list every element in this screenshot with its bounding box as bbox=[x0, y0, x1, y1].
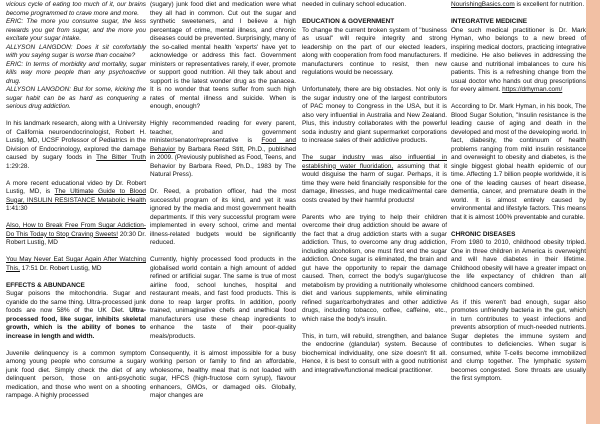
accent-band bbox=[586, 0, 600, 424]
paragraph: Unfortunately, there are big obstacles. Not only is the sugar industry one of the largest contributors of PAC money to Congress in the USA, but it is also very influential in Australia and New Zealand. Plus, this industry collaborates with the powerful soda industry and giant supermarket corporations to increase sales of their addictive products. bbox=[302, 86, 447, 144]
never-eat-sugar-link[interactable]: You May Never Eat Sugar Again After Watching This, bbox=[6, 256, 146, 272]
nourishing-basics-link[interactable]: NourishingBasics.com bbox=[451, 1, 515, 8]
break-free-link[interactable]: Also, How to Break Free From Sugar Addiction-Do This Today to Stop Craving Sweets! bbox=[6, 222, 146, 238]
paragraph: needed in culinary school education. bbox=[302, 1, 407, 8]
paragraph bbox=[6, 222, 146, 248]
bitter-truth-link[interactable]: The Bitter Truth bbox=[96, 154, 146, 161]
text: 1:41:30 bbox=[6, 205, 28, 212]
section-heading: CHRONIC DISEASES bbox=[451, 230, 516, 238]
interview-quote: vicious cycle of eating too much of it, our brains become programmed to crave more and more. bbox=[6, 1, 146, 17]
text: assuming that it would disguise the harm of sugar. Perhaps, it is time they were held financially responsible for the damage, illnesses, and huge medical/mental care costs created by their harmful products! bbox=[302, 162, 448, 204]
interview-quote: ALLYSON LANGDON: Does it sit comfortably with you saying sugar is worse than cocaine? bbox=[6, 43, 146, 59]
paragraph: From 1980 to 2010, childhood obesity tripled. One in three children in America is overweight and will have diabetes in their lifetime. Childhood obesity will have a greater impact on the life expectancy of children than all childhood cancers combined. bbox=[451, 239, 586, 289]
column-4 bbox=[451, 1, 586, 384]
interview-quote: ALLYSON LANGDON: But for some, kicking the sugar habit can be as hard as conquering a serious drug addiction. bbox=[6, 86, 146, 110]
column-1 bbox=[6, 1, 146, 401]
text: One such medical practitioner is Dr. Mark Hyman, who belongs to a new breed of inspiring medical doctors, practicing integrative medicine. He also believes in addressing the cause and nutritional imbalances to cure his patients. This is a refreshing change from the usual doctor who hands out drug prescriptions for every ailment. bbox=[451, 26, 586, 93]
text: by Barbara Reed Stitt, Ph.D., published in 2009. (Previously published as Food, Teens, and Behavior by Barbara Reed, Ph.D., 1983 by The Natural Press). bbox=[150, 145, 296, 178]
text: In his landmark research, along with a University of California neuroendocrinologist, Robert H. Lustig, MD, UCSF Professor of Pediatrics in the Division of Endocrinology, explored the damage caused by sugary foods in bbox=[6, 120, 146, 161]
paragraph bbox=[6, 256, 146, 273]
paragraph: (sugary) junk food diet and medication were what they all had in common. Cut out the sugar and synthetic sweeteners, and I believe a high percentage of crime, mental illness, and chronic diseases could be prevented. Surprisingly, many of the so-called mental health 'experts' have yet to acknowledge or address this fact. Government ministers or representatives rarely, if ever, promote or support good nutrition. All they talk about and support is the latest wonder drug as the panacea. It is no wonder that teens suffer from such high rates of mental illness and suicide. When is enough, enough? bbox=[150, 1, 296, 110]
interview-quote: ERIC: The more you consume sugar, the less rewards you get from sugar, and the more you excitate your sugar intake. bbox=[6, 18, 146, 42]
paragraph: Parents who are trying to help their children overcome their drug addiction should be aware of the fact that a drug addiction starts with a sugar addiction. Thus, to overcome any drug addiction, including alcoholism, one must first end the sugar addiction. Once sugar is eliminated, the brain and gut have the opportunity to repair the damage caused. Then, correct the body's sugar/glucose metabolism by providing a nutritionally wholesome diet and various supplements, while eliminating refined sugar/carbohydrates and other addictive drugs, including tobacco, coffee, caffeine, etc., which raise the body's insulin. bbox=[302, 213, 447, 323]
text: Highly recommended reading for every parent, teacher, and government minister/senator/representative is bbox=[150, 120, 296, 144]
text: is excellent for nutrition. bbox=[514, 1, 585, 8]
food-and-behavior-link[interactable]: Food and Behavior bbox=[150, 137, 297, 153]
paragraph: Currently, highly processed food products in the globalised world contain a high amount of added refined or artificial sugar. The same is true of most airline food, school lunches, hospital and restaurant meals, and fast food products. This is done to reap larger profits. In addition, poorly trained, unimaginative chefs and unethical food manufacturers use these cheap ingredients to enhance the taste of their poor-quality meals/products. bbox=[150, 256, 296, 340]
text: A more recent educational video by Dr. Robert Lustig, MD, is bbox=[6, 179, 146, 195]
paragraph: Consequently, it is almost impossible for a busy working person or family to find an affordable, wholesome, healthy meal that is not loaded with sugar, HFCS (high-fructose corn syrup), flavour enhancers, GMOs, or damaged oils. Globally, major changes are bbox=[150, 349, 296, 399]
paragraph: As if this weren't bad enough, sugar also promotes unfriendly bacteria in the gut, which in turn contributes to yeast infections and prevents absorption of much-needed nutrients. Sugar depletes the immune system and contributes to deficiencies. When sugar is consumed, white T-cells become immobilized and clump together. The lymphatic system becomes congested. Sore throats are usually the first symptom. bbox=[451, 298, 586, 382]
text: Sugar poisons the mitochondria. Sugar and cyanide do the same thing. Ultra-processed junk foods are now 58% of the UK Diet. bbox=[6, 290, 146, 314]
paragraph: To change the current broken system of "business as usual" will require integrity and strong leadership on the part of our elected leaders, along with cooperation from food manufacturers. If manufacturers continue to resist, then new regulations would be necessary. bbox=[302, 26, 447, 76]
text: 1:29:28. bbox=[6, 162, 30, 170]
drhyman-link[interactable]: https://drhyman.com/ bbox=[502, 86, 563, 93]
paragraph: According to Dr. Mark Hyman, in his book, The Blood Sugar Solution, "Insulin resistance is the leading cause of aging and death in the developed and most of the developing world. In fact, diabesity, the continuum of health problems ranging from mild insulin resistance and overweight to obesity and diabetes, is the single biggest global health epidemic of our time. Affecting 1.7 billion people worldwide, it is one of the leading causes of heart disease, dementia, cancer, and premature death in the world. It is almost entirely caused by environmental and lifestyle factors. This means that it is almost 100% preventable and curable. bbox=[451, 103, 586, 221]
column-3 bbox=[302, 1, 447, 375]
section-heading: EFFECTS & ABUNDANCE bbox=[6, 281, 85, 289]
paragraph bbox=[302, 154, 447, 205]
section-heading: INTEGRATIVE MEDICINE bbox=[451, 18, 528, 25]
ultimate-guide-link[interactable]: The Ultimate Guide to Blood Sugar, INSULIN RESISTANCE Metabolic Health bbox=[6, 188, 146, 204]
text: 17:51 Dr. Robert Lustig, MD bbox=[19, 264, 102, 272]
section-heading: EDUCATION & GOVERNMENT bbox=[302, 18, 395, 25]
paragraph: This, in turn, will rebuild, strengthen, and balance the endocrine (glandular) system. Because of biochemical individuality, one size doesn't fit all. Hence, it is best to consult with a good nutritionist and integrative/functional medical practitioner. bbox=[302, 332, 447, 374]
paragraph: Dr. Reed, a probation officer, had the most successful program of its kind, and yet it was ignored by the media and most government health departments. If this very successful program were implemented in every school, crime and mental illness-related budgets would be significantly reduced. bbox=[150, 188, 296, 246]
paragraph: Juvenile delinquency is a common symptom among young people who consume a sugary junk food diet. Simply check the diet of any delinquent person, those on anti-psychotic medication, and those who went on a shooting rampage. A highly processed bbox=[6, 349, 146, 399]
paragraph bbox=[451, 27, 586, 95]
paragraph bbox=[6, 290, 146, 341]
paragraph bbox=[150, 120, 296, 180]
paragraph bbox=[6, 120, 146, 171]
bold-text: Ultra-processed food, like sugar, inhibits skeletal growth, which is the ability of bones to increase in length and width. bbox=[6, 307, 146, 340]
column-2 bbox=[150, 1, 296, 401]
paragraph bbox=[451, 1, 586, 10]
text: 20:30 Dr. Robert Lustig, MD bbox=[6, 230, 146, 246]
paragraph bbox=[6, 180, 146, 214]
fluoridation-link[interactable]: The sugar industry was also influential in establishing water fluoridation, bbox=[302, 154, 447, 170]
interview-quote: ERIC: In terms of morbidity and mortality, sugar kills way more people than any psychoactive drug. bbox=[6, 60, 146, 85]
